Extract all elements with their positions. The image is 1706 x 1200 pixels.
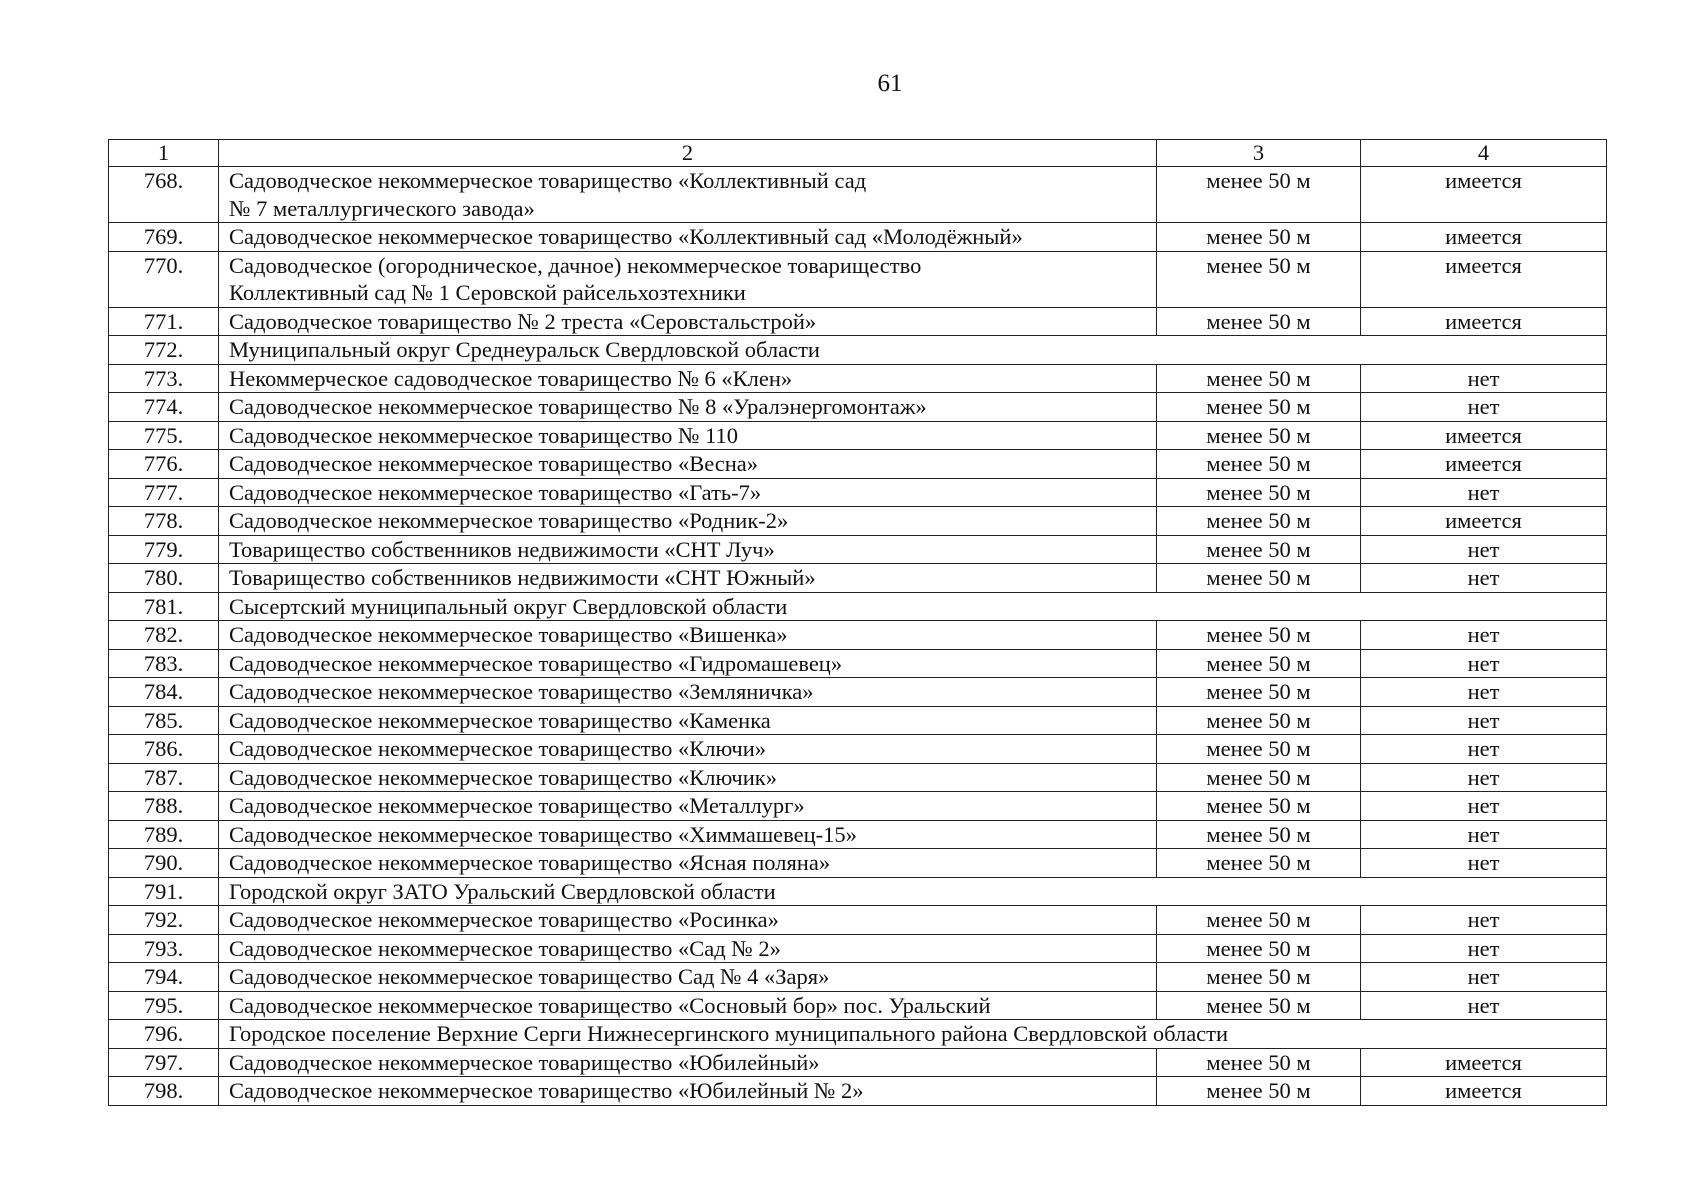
table-row	[109, 535, 1607, 564]
status-cell: нет	[1361, 792, 1607, 821]
distance-cell: менее 50 м	[1157, 649, 1361, 678]
organization-name: Товарищество собственников недвижимости «СНТ Луч»	[219, 535, 1157, 564]
row-number: 770.	[109, 251, 219, 307]
distance-cell: менее 50 м	[1157, 1077, 1361, 1106]
section-row	[109, 877, 1607, 906]
table-row	[109, 706, 1607, 735]
organization-name-line: № 7 металлургического завода»	[229, 195, 535, 221]
row-number: 781.	[109, 592, 219, 621]
organization-name: Садоводческое некоммерческое товарищество «Земляничка»	[219, 678, 1157, 707]
organization-name-line: Садоводческое некоммерческое товарищество «Коллективный сад	[229, 168, 867, 193]
status-cell: нет	[1361, 364, 1607, 393]
table-header-row	[109, 140, 1607, 167]
row-number: 777.	[109, 478, 219, 507]
table-row	[109, 507, 1607, 536]
organization-name	[219, 167, 1157, 223]
organization-name: Садоводческое некоммерческое товарищество «Родник-2»	[219, 507, 1157, 536]
table-row	[109, 678, 1607, 707]
row-number: 795.	[109, 991, 219, 1020]
column-header: 1	[109, 140, 219, 167]
row-number: 774.	[109, 393, 219, 422]
organization-name: Садоводческое некоммерческое товарищество «Ясная поляна»	[219, 849, 1157, 878]
status-cell: нет	[1361, 763, 1607, 792]
organization-name: Садоводческое некоммерческое товарищество «Гидромашевец»	[219, 649, 1157, 678]
table-row	[109, 849, 1607, 878]
row-number: 783.	[109, 649, 219, 678]
row-number: 798.	[109, 1077, 219, 1106]
status-cell: нет	[1361, 820, 1607, 849]
distance-cell: менее 50 м	[1157, 507, 1361, 536]
status-cell: имеется	[1361, 1048, 1607, 1077]
table-row	[109, 1077, 1607, 1106]
organization-name: Садоводческое некоммерческое товарищество «Гать-7»	[219, 478, 1157, 507]
distance-cell: менее 50 м	[1157, 792, 1361, 821]
registry-table	[108, 139, 1607, 1106]
distance-cell: менее 50 м	[1157, 820, 1361, 849]
row-number: 789.	[109, 820, 219, 849]
status-cell: нет	[1361, 478, 1607, 507]
distance-cell: менее 50 м	[1157, 963, 1361, 992]
status-cell: нет	[1361, 906, 1607, 935]
column-header: 3	[1157, 140, 1361, 167]
organization-name: Садоводческое некоммерческое товарищество Сад № 4 «Заря»	[219, 963, 1157, 992]
status-cell: имеется	[1361, 450, 1607, 479]
section-title: Городской округ ЗАТО Уральский Свердловской области	[219, 877, 1607, 906]
table-row	[109, 450, 1607, 479]
table-row	[109, 364, 1607, 393]
distance-cell: менее 50 м	[1157, 450, 1361, 479]
organization-name: Садоводческое некоммерческое товарищество «Металлург»	[219, 792, 1157, 821]
page-number: 61	[877, 70, 903, 97]
table-row	[109, 963, 1607, 992]
row-number: 788.	[109, 792, 219, 821]
distance-cell: менее 50 м	[1157, 906, 1361, 935]
table-row	[109, 564, 1607, 593]
distance-cell: менее 50 м	[1157, 564, 1361, 593]
status-cell: нет	[1361, 649, 1607, 678]
status-cell: нет	[1361, 393, 1607, 422]
table-row	[109, 934, 1607, 963]
row-number: 782.	[109, 621, 219, 650]
column-header: 4	[1361, 140, 1607, 167]
organization-name: Садоводческое некоммерческое товарищество № 110	[219, 421, 1157, 450]
row-number: 785.	[109, 706, 219, 735]
distance-cell: менее 50 м	[1157, 678, 1361, 707]
table-row	[109, 621, 1607, 650]
row-number: 776.	[109, 450, 219, 479]
table-row	[109, 763, 1607, 792]
status-cell: нет	[1361, 849, 1607, 878]
organization-name: Садоводческое некоммерческое товарищество «Коллективный сад «Молодёжный»	[219, 223, 1157, 252]
organization-name: Садоводческое некоммерческое товарищество «Юбилейный № 2»	[219, 1077, 1157, 1106]
table-row	[109, 820, 1607, 849]
organization-name: Садоводческое товарищество № 2 треста «Серовстальстрой»	[219, 307, 1157, 336]
status-cell: имеется	[1361, 223, 1607, 252]
organization-name	[219, 251, 1157, 307]
row-number: 793.	[109, 934, 219, 963]
row-number: 791.	[109, 877, 219, 906]
column-header: 2	[219, 140, 1157, 167]
distance-cell: менее 50 м	[1157, 421, 1361, 450]
row-number: 773.	[109, 364, 219, 393]
organization-name: Садоводческое некоммерческое товарищество «Весна»	[219, 450, 1157, 479]
distance-cell: менее 50 м	[1157, 251, 1361, 307]
organization-name-line: Садоводческое (огородническое, дачное) некоммерческое товарищество	[229, 252, 922, 278]
table-row	[109, 393, 1607, 422]
organization-name-line: Коллективный сад № 1 Серовской райсельхозтехники	[229, 280, 746, 305]
organization-name: Садоводческое некоммерческое товарищество «Росинка»	[219, 906, 1157, 935]
organization-name: Некоммерческое садоводческое товарищество № 6 «Клен»	[219, 364, 1157, 393]
distance-cell: менее 50 м	[1157, 849, 1361, 878]
table-row	[109, 307, 1607, 336]
section-title: Сысертский муниципальный округ Свердловской области	[219, 592, 1607, 621]
row-number: 769.	[109, 223, 219, 252]
row-number: 775.	[109, 421, 219, 450]
distance-cell: менее 50 м	[1157, 763, 1361, 792]
status-cell: имеется	[1361, 251, 1607, 307]
distance-cell: менее 50 м	[1157, 393, 1361, 422]
row-number: 768.	[109, 167, 219, 223]
table-row	[109, 991, 1607, 1020]
organization-name: Садоводческое некоммерческое товарищество «Ключи»	[219, 735, 1157, 764]
distance-cell: менее 50 м	[1157, 223, 1361, 252]
row-number: 790.	[109, 849, 219, 878]
table-row	[109, 421, 1607, 450]
table-row	[109, 167, 1607, 223]
status-cell: нет	[1361, 991, 1607, 1020]
status-cell: имеется	[1361, 421, 1607, 450]
status-cell: имеется	[1361, 1077, 1607, 1106]
section-row	[109, 336, 1607, 365]
row-number: 796.	[109, 1020, 219, 1049]
section-row	[109, 592, 1607, 621]
row-number: 797.	[109, 1048, 219, 1077]
distance-cell: менее 50 м	[1157, 934, 1361, 963]
row-number: 779.	[109, 535, 219, 564]
table-row	[109, 649, 1607, 678]
status-cell: нет	[1361, 706, 1607, 735]
status-cell: нет	[1361, 564, 1607, 593]
row-number: 784.	[109, 678, 219, 707]
status-cell: нет	[1361, 963, 1607, 992]
table-row	[109, 251, 1607, 307]
organization-name: Садоводческое некоммерческое товарищество «Сосновый бор» пос. Уральский	[219, 991, 1157, 1020]
distance-cell: менее 50 м	[1157, 478, 1361, 507]
status-cell: имеется	[1361, 167, 1607, 223]
status-cell: нет	[1361, 934, 1607, 963]
table-row	[109, 906, 1607, 935]
row-number: 772.	[109, 336, 219, 365]
distance-cell: менее 50 м	[1157, 364, 1361, 393]
table-row	[109, 735, 1607, 764]
organization-name: Садоводческое некоммерческое товарищество «Вишенка»	[219, 621, 1157, 650]
table-row	[109, 792, 1607, 821]
organization-name: Садоводческое некоммерческое товарищество «Химмашевец-15»	[219, 820, 1157, 849]
status-cell: имеется	[1361, 507, 1607, 536]
distance-cell: менее 50 м	[1157, 735, 1361, 764]
table-row	[109, 223, 1607, 252]
row-number: 787.	[109, 763, 219, 792]
organization-name: Садоводческое некоммерческое товарищество «Юбилейный»	[219, 1048, 1157, 1077]
organization-name: Садоводческое некоммерческое товарищество № 8 «Уралэнергомонтаж»	[219, 393, 1157, 422]
distance-cell: менее 50 м	[1157, 535, 1361, 564]
distance-cell: менее 50 м	[1157, 307, 1361, 336]
distance-cell: менее 50 м	[1157, 167, 1361, 223]
organization-name: Товарищество собственников недвижимости «СНТ Южный»	[219, 564, 1157, 593]
distance-cell: менее 50 м	[1157, 706, 1361, 735]
status-cell: нет	[1361, 535, 1607, 564]
distance-cell: менее 50 м	[1157, 1048, 1361, 1077]
section-row	[109, 1020, 1607, 1049]
status-cell: имеется	[1361, 307, 1607, 336]
row-number: 778.	[109, 507, 219, 536]
distance-cell: менее 50 м	[1157, 991, 1361, 1020]
section-title: Муниципальный округ Среднеуральск Свердловской области	[219, 336, 1607, 365]
table-body	[109, 140, 1607, 1106]
row-number: 780.	[109, 564, 219, 593]
table-row	[109, 478, 1607, 507]
row-number: 794.	[109, 963, 219, 992]
organization-name: Садоводческое некоммерческое товарищество «Каменка	[219, 706, 1157, 735]
table-row	[109, 1048, 1607, 1077]
organization-name: Садоводческое некоммерческое товарищество «Ключик»	[219, 763, 1157, 792]
row-number: 771.	[109, 307, 219, 336]
distance-cell: менее 50 м	[1157, 621, 1361, 650]
status-cell: нет	[1361, 735, 1607, 764]
section-title: Городское поселение Верхние Серги Нижнесергинского муниципального района Свердловской области	[219, 1020, 1607, 1049]
status-cell: нет	[1361, 621, 1607, 650]
organization-name: Садоводческое некоммерческое товарищество «Сад № 2»	[219, 934, 1157, 963]
row-number: 786.	[109, 735, 219, 764]
status-cell: нет	[1361, 678, 1607, 707]
row-number: 792.	[109, 906, 219, 935]
